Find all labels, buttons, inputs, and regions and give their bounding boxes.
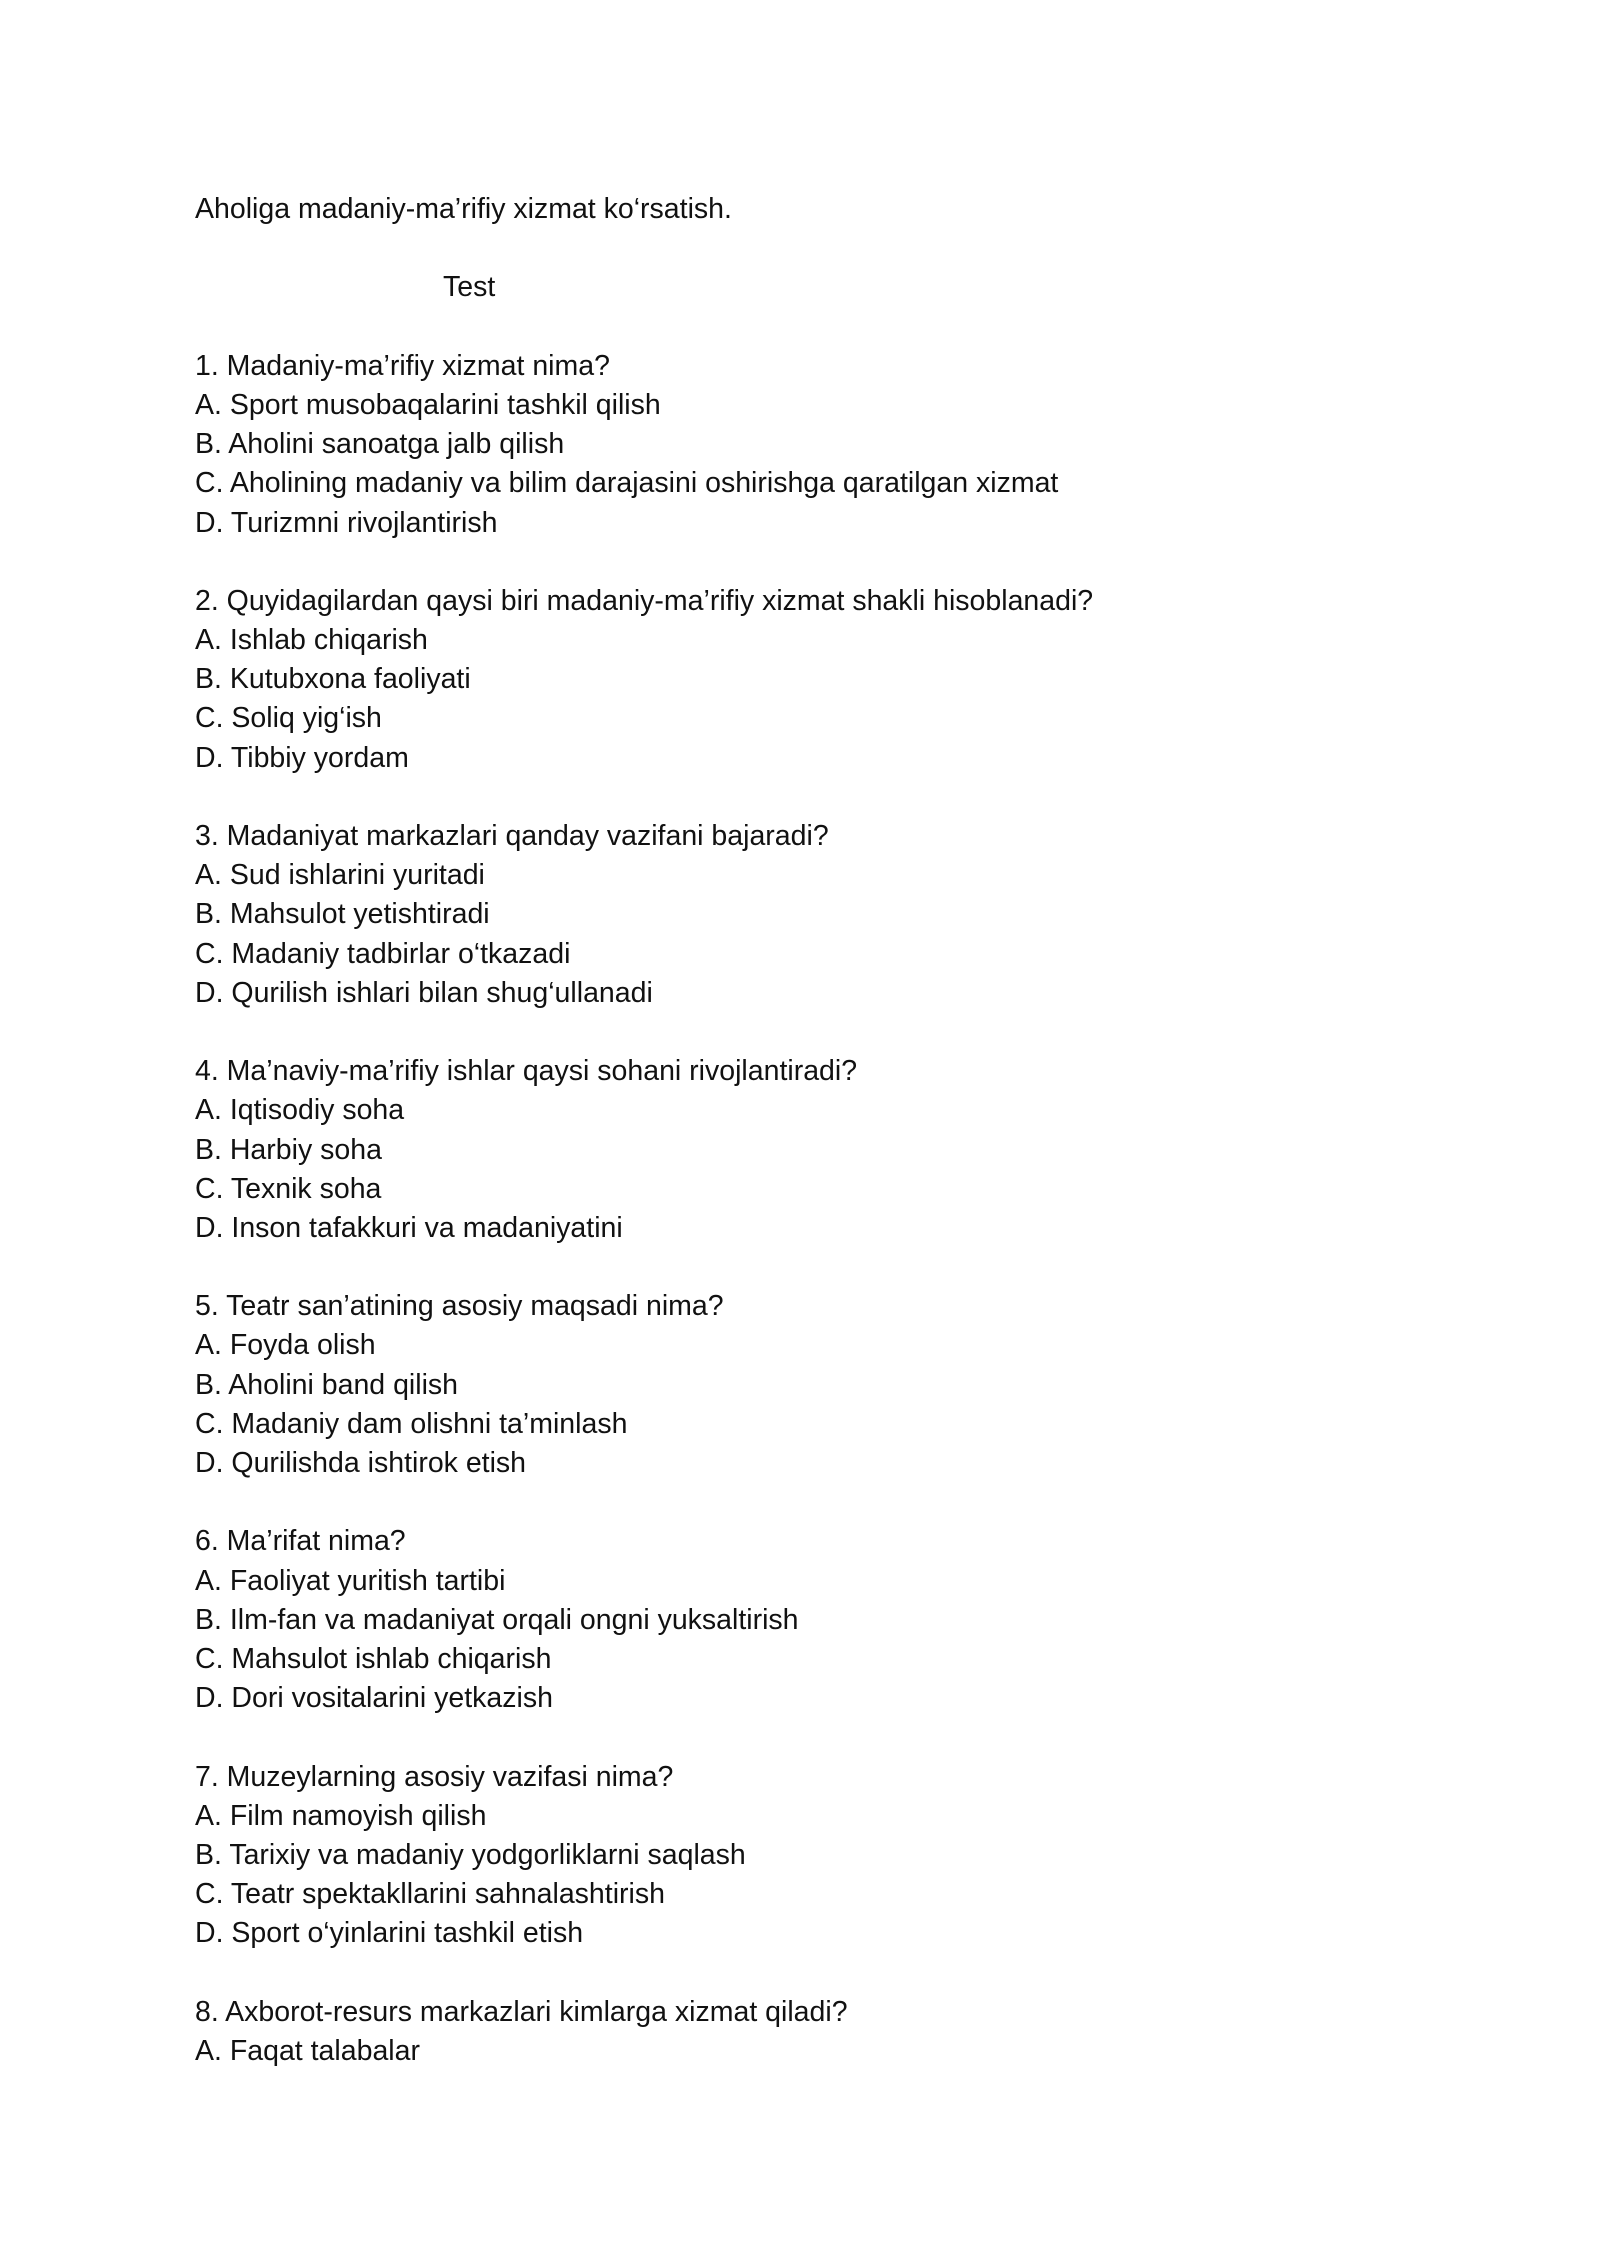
answer-option-c: C. Teatr spektakllarini sahnalashtirish <box>195 1878 665 1911</box>
answer-option-c: C. Soliq yig‘ish <box>195 702 382 735</box>
answer-option-a: A. Sport musobaqalarini tashkil qilish <box>195 388 661 421</box>
answer-option-c: C. Aholining madaniy va bilim darajasini oshirishga qaratilgan xizmat <box>195 467 1059 500</box>
question-2 <box>195 582 1445 778</box>
question-text: 1. Madaniy-ma’rifiy xizmat nima? <box>195 349 610 382</box>
answer-option-c: C. Texnik soha <box>195 1172 382 1205</box>
answer-option-c: C. Madaniy dam olishni ta’minlash <box>195 1407 628 1440</box>
question-text: 3. Madaniyat markazlari qanday vazifani bajaradi? <box>195 820 829 852</box>
answer-option-a: A. Faqat talabalar <box>195 2034 420 2067</box>
answer-option-b: B. Ilm-fan va madaniyat orqali ongni yuksaltirish <box>195 1603 799 1636</box>
answer-option-b: B. Harbiy soha <box>195 1133 382 1166</box>
answer-option-d: D. Qurilish ishlari bilan shug‘ullanadi <box>195 976 653 1009</box>
answer-option-b: B. Aholini band qilish <box>195 1368 459 1401</box>
question-4 <box>195 1052 1445 1248</box>
answer-option-d: D. Sport o‘yinlarini tashkil etish <box>195 1917 584 1950</box>
question-text: 7. Muzeylarning asosiy vazifasi nima? <box>195 1760 674 1793</box>
answer-option-d: D. Turizmni rivojlantirish <box>195 506 498 539</box>
answer-option-a: A. Sud ishlarini yuritadi <box>195 859 485 892</box>
answer-option-a: A. Ishlab chiqarish <box>195 624 428 657</box>
answer-option-a: A. Iqtisodiy soha <box>195 1094 405 1127</box>
question-text: 6. Ma’rifat nima? <box>195 1525 406 1558</box>
question-text: 8. Axborot-resurs markazlari kimlarga xizmat qiladi? <box>195 1995 848 2028</box>
answer-option-b: B. Kutubxona faoliyati <box>195 663 471 696</box>
question-text: 2. Quyidagilardan qaysi biri madaniy-ma’rifiy xizmat shakli hisoblanadi? <box>195 584 1094 617</box>
answer-option-a: A. Foyda olish <box>195 1329 376 1362</box>
answer-option-a: A. Film namoyish qilish <box>195 1799 487 1832</box>
document-content <box>195 190 1445 2071</box>
question-text: 5. Teatr san’atining asosiy maqsadi nima? <box>195 1290 724 1323</box>
answer-option-c: C. Madaniy tadbirlar o‘tkazadi <box>195 937 571 970</box>
answer-option-b: B. Mahsulot yetishtiradi <box>195 898 490 931</box>
answer-option-a: A. Faoliyat yuritish tartibi <box>195 1564 506 1597</box>
question-text: 4. Ma’naviy-ma’rifiy ishlar qaysi sohani rivojlantiradi? <box>195 1055 858 1088</box>
answer-option-d: D. Tibbiy yordam <box>195 741 409 774</box>
document-title: Aholiga madaniy-ma’rifiy xizmat ko‘rsatish. <box>195 193 732 225</box>
answer-option-d: D. Dori vositalarini yetkazish <box>195 1682 553 1715</box>
question-8 <box>195 1993 1445 2071</box>
answer-option-b: B. Aholini sanoatga jalb qilish <box>195 428 565 461</box>
answer-option-d: D. Inson tafakkuri va madaniyatini <box>195 1211 623 1244</box>
answer-option-c: C. Mahsulot ishlab chiqarish <box>195 1642 552 1675</box>
document-subtitle: Test <box>443 271 496 304</box>
question-list <box>195 347 1445 2071</box>
question-1 <box>195 347 1445 543</box>
question-3 <box>195 817 1445 1013</box>
question-5 <box>195 1287 1445 1483</box>
question-6 <box>195 1522 1445 1718</box>
question-7 <box>195 1758 1445 1954</box>
answer-option-d: D. Qurilishda ishtirok etish <box>195 1447 527 1479</box>
answer-option-b: B. Tarixiy va madaniy yodgorliklarni saqlash <box>195 1838 746 1871</box>
